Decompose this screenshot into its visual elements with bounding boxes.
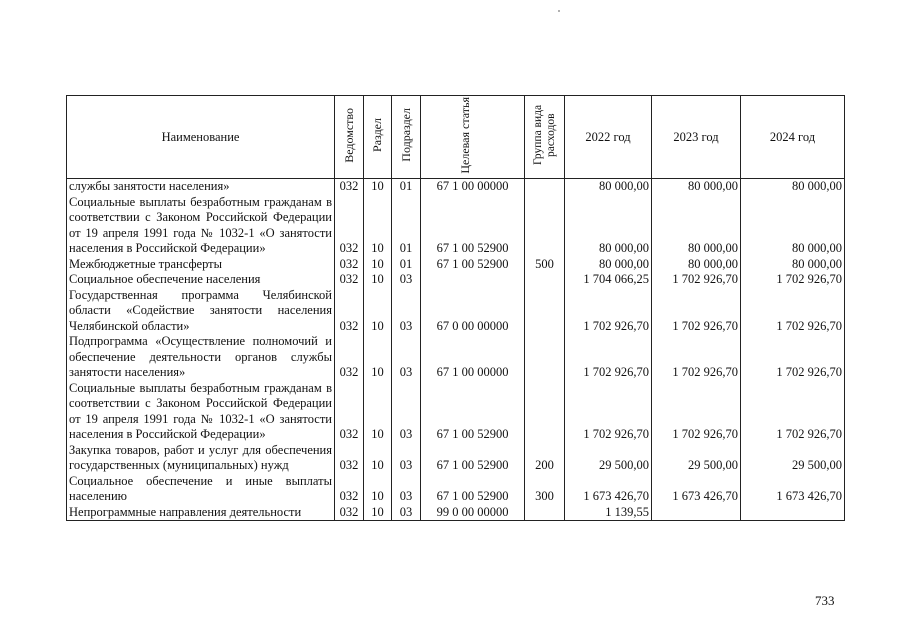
cell-ved: 032 bbox=[335, 257, 364, 273]
cell-y2022: 1 702 926,70 bbox=[565, 288, 652, 335]
cell-cel: 99 0 00 00000 bbox=[421, 505, 525, 521]
cell-ved: 032 bbox=[335, 288, 364, 335]
cell-gr bbox=[525, 288, 565, 335]
cell-gr bbox=[525, 505, 565, 521]
cell-name: Подпрограмма «Осуществление полномочий и обеспечение деятельности органов службы занятости населения» bbox=[67, 334, 335, 381]
cell-cel: 67 1 00 52900 bbox=[421, 381, 525, 443]
cell-y2022: 80 000,00 bbox=[565, 195, 652, 257]
cell-name: Непрограммные направления деятельности bbox=[67, 505, 335, 521]
cell-cel: 67 0 00 00000 bbox=[421, 288, 525, 335]
cell-y2024: 80 000,00 bbox=[741, 257, 845, 273]
header-2022: 2022 год bbox=[565, 96, 652, 179]
header-podrazdel: Подраздел bbox=[392, 96, 421, 179]
cell-podr: 03 bbox=[392, 505, 421, 521]
cell-y2023: 80 000,00 bbox=[652, 195, 741, 257]
cell-name: Государственная программа Челябинской области «Содействие занятости населения Челябинской области» bbox=[67, 288, 335, 335]
cell-cel: 67 1 00 00000 bbox=[421, 179, 525, 195]
cell-y2024: 1 673 426,70 bbox=[741, 474, 845, 505]
cell-y2022: 1 139,55 bbox=[565, 505, 652, 521]
cell-gr: 300 bbox=[525, 474, 565, 505]
cell-y2024: 29 500,00 bbox=[741, 443, 845, 474]
header-name: Наименование bbox=[67, 96, 335, 179]
cell-ved: 032 bbox=[335, 443, 364, 474]
table-row bbox=[67, 179, 845, 195]
cell-ved: 032 bbox=[335, 474, 364, 505]
cell-gr bbox=[525, 381, 565, 443]
cell-ved: 032 bbox=[335, 179, 364, 195]
cell-podr: 03 bbox=[392, 381, 421, 443]
cell-y2024 bbox=[741, 505, 845, 521]
cell-cel: 67 1 00 52900 bbox=[421, 195, 525, 257]
cell-y2023: 1 702 926,70 bbox=[652, 381, 741, 443]
cell-razd: 10 bbox=[364, 381, 392, 443]
table-body bbox=[67, 179, 845, 521]
table-row bbox=[67, 443, 845, 474]
table-row bbox=[67, 195, 845, 257]
cell-y2022: 1 704 066,25 bbox=[565, 272, 652, 288]
cell-ved: 032 bbox=[335, 505, 364, 521]
cell-y2024: 1 702 926,70 bbox=[741, 381, 845, 443]
cell-name: Социальное обеспечение населения bbox=[67, 272, 335, 288]
cell-razd: 10 bbox=[364, 179, 392, 195]
table-row bbox=[67, 257, 845, 273]
cell-gr: 200 bbox=[525, 443, 565, 474]
cell-gr: 500 bbox=[525, 257, 565, 273]
cell-y2022: 29 500,00 bbox=[565, 443, 652, 474]
cell-name: Социальные выплаты безработным гражданам в соответствии с Законом Российской Федерации от 19 апреля 1991 года № 1032-1 «О занятости населения в Российской Федерации» bbox=[67, 195, 335, 257]
table-row bbox=[67, 505, 845, 521]
cell-cel: 67 1 00 52900 bbox=[421, 443, 525, 474]
cell-cel: 67 1 00 00000 bbox=[421, 334, 525, 381]
table-row bbox=[67, 334, 845, 381]
cell-razd: 10 bbox=[364, 505, 392, 521]
cell-podr: 01 bbox=[392, 179, 421, 195]
header-vedomstvo: Ведомство bbox=[335, 96, 364, 179]
header-gruppa-vida-rashodov: Группа вида расходов bbox=[525, 96, 565, 179]
header-2024: 2024 год bbox=[741, 96, 845, 179]
cell-razd: 10 bbox=[364, 443, 392, 474]
cell-razd: 10 bbox=[364, 334, 392, 381]
cell-ved: 032 bbox=[335, 334, 364, 381]
cell-y2022: 1 702 926,70 bbox=[565, 334, 652, 381]
cell-cel: 67 1 00 52900 bbox=[421, 474, 525, 505]
cell-name: службы занятости населения» bbox=[67, 179, 335, 195]
table-row bbox=[67, 272, 845, 288]
cell-y2024: 1 702 926,70 bbox=[741, 288, 845, 335]
header-2023: 2023 год bbox=[652, 96, 741, 179]
cell-razd: 10 bbox=[364, 195, 392, 257]
cell-gr bbox=[525, 272, 565, 288]
cell-y2022: 1 673 426,70 bbox=[565, 474, 652, 505]
cell-razd: 10 bbox=[364, 272, 392, 288]
cell-podr: 03 bbox=[392, 272, 421, 288]
cell-y2023: 1 702 926,70 bbox=[652, 288, 741, 335]
cell-ved: 032 bbox=[335, 195, 364, 257]
cell-gr bbox=[525, 334, 565, 381]
budget-table bbox=[66, 95, 845, 521]
scan-speck bbox=[558, 10, 560, 12]
cell-podr: 03 bbox=[392, 474, 421, 505]
table-row bbox=[67, 474, 845, 505]
cell-y2023: 80 000,00 bbox=[652, 257, 741, 273]
cell-name: Социальное обеспечение и иные выплаты населению bbox=[67, 474, 335, 505]
cell-podr: 01 bbox=[392, 195, 421, 257]
cell-y2023: 1 673 426,70 bbox=[652, 474, 741, 505]
page-number: 733 bbox=[815, 593, 835, 608]
cell-y2023: 1 702 926,70 bbox=[652, 272, 741, 288]
cell-y2024: 80 000,00 bbox=[741, 195, 845, 257]
cell-podr: 03 bbox=[392, 334, 421, 381]
cell-cel bbox=[421, 272, 525, 288]
table-row bbox=[67, 381, 845, 443]
cell-y2023 bbox=[652, 505, 741, 521]
cell-ved: 032 bbox=[335, 381, 364, 443]
cell-y2023: 80 000,00 bbox=[652, 179, 741, 195]
cell-y2023: 1 702 926,70 bbox=[652, 334, 741, 381]
cell-y2024: 80 000,00 bbox=[741, 179, 845, 195]
table-row bbox=[67, 288, 845, 335]
cell-y2022: 1 702 926,70 bbox=[565, 381, 652, 443]
cell-razd: 10 bbox=[364, 474, 392, 505]
header-razdel: Раздел bbox=[364, 96, 392, 179]
cell-y2024: 1 702 926,70 bbox=[741, 334, 845, 381]
cell-gr bbox=[525, 179, 565, 195]
cell-razd: 10 bbox=[364, 288, 392, 335]
cell-y2022: 80 000,00 bbox=[565, 257, 652, 273]
cell-y2024: 1 702 926,70 bbox=[741, 272, 845, 288]
cell-razd: 10 bbox=[364, 257, 392, 273]
cell-name: Социальные выплаты безработным гражданам в соответствии с Законом Российской Федерации от 19 апреля 1991 года № 1032-1 «О занятости населения в Российской Федерации» bbox=[67, 381, 335, 443]
cell-cel: 67 1 00 52900 bbox=[421, 257, 525, 273]
cell-podr: 03 bbox=[392, 288, 421, 335]
cell-ved: 032 bbox=[335, 272, 364, 288]
cell-gr bbox=[525, 195, 565, 257]
cell-name: Закупка товаров, работ и услуг для обеспечения государственных (муниципальных) нужд bbox=[67, 443, 335, 474]
cell-y2023: 29 500,00 bbox=[652, 443, 741, 474]
table-header-row bbox=[67, 96, 845, 179]
cell-podr: 03 bbox=[392, 443, 421, 474]
header-celevaya-statya: Целевая статья bbox=[421, 96, 525, 179]
cell-name: Межбюджетные трансферты bbox=[67, 257, 335, 273]
cell-y2022: 80 000,00 bbox=[565, 179, 652, 195]
cell-podr: 01 bbox=[392, 257, 421, 273]
